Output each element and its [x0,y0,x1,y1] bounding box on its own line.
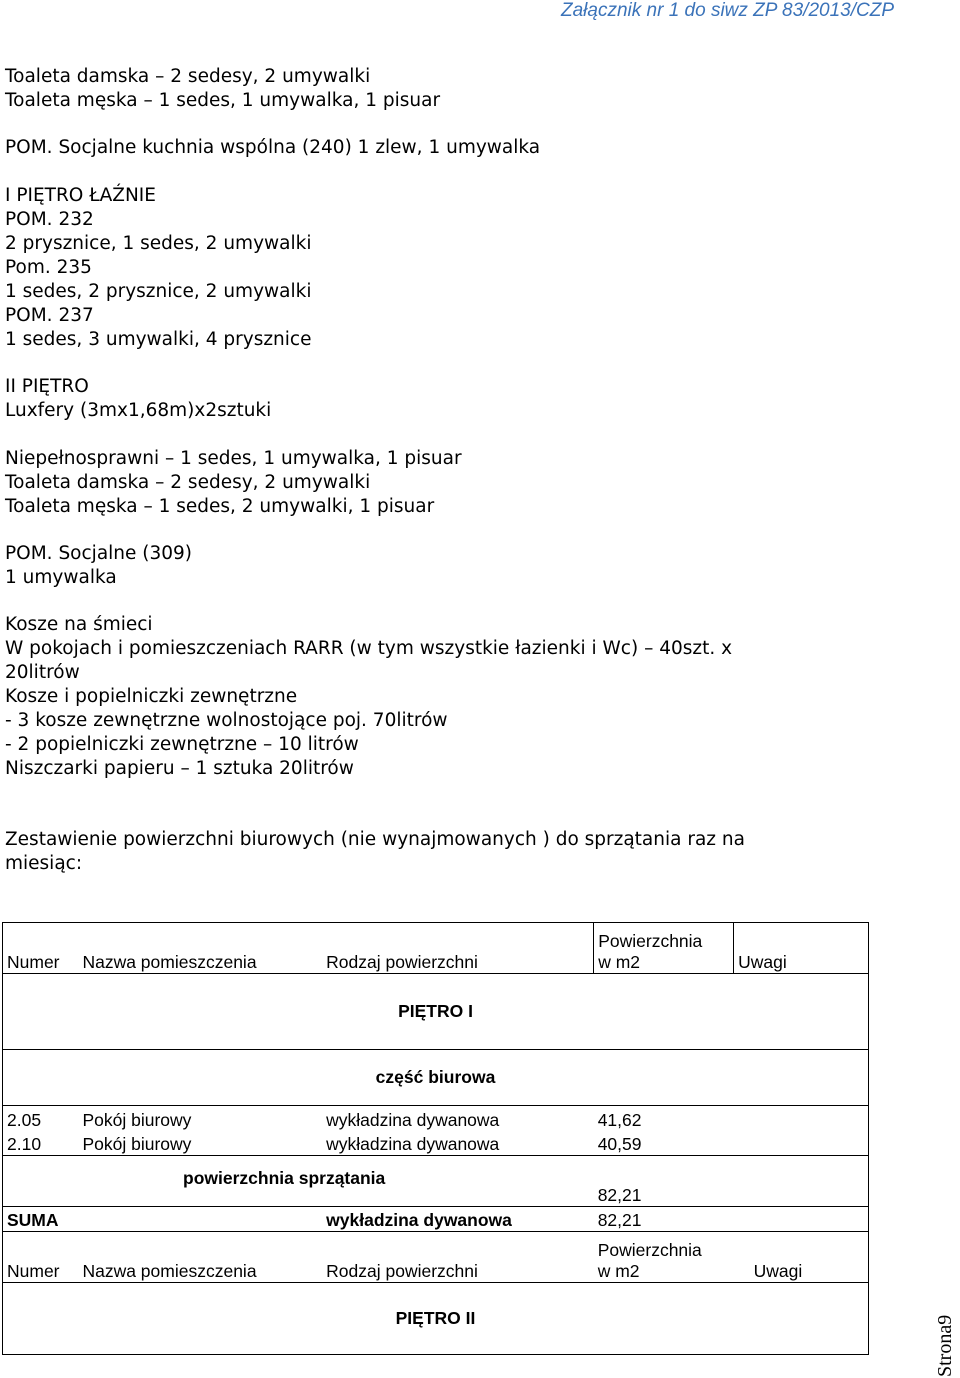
text-line: Toaleta męska – 1 sedes, 2 umywalki, 1 pisuar [5,496,435,517]
header-rodzaj: Rodzaj powierzchni [322,1232,594,1283]
text-line: W pokojach i pomieszczeniach RARR (w tym wszystkie łazienki i Wc) – 40szt. x [5,638,733,659]
row-powierzchnia: 41,62 [594,1106,734,1131]
header-powierzchnia [594,923,734,974]
row-numer: 2.10 [3,1131,79,1156]
sum-value: 82,21 [594,1207,734,1232]
page-number: Strona9 [934,1314,956,1377]
header-nazwa: Nazwa pomieszczenia [78,1232,322,1283]
header-powierzchnia [594,1232,734,1283]
text-line: POM. 232 [5,209,94,230]
table-header-row [3,923,869,974]
header-nazwa: Nazwa pomieszczenia [78,923,322,974]
text-line-justified [5,638,865,659]
row-numer: 2.05 [3,1106,79,1131]
text-line: POM. 237 [5,305,94,326]
header-powierzchnia-line2: w m2 [598,952,641,972]
floor-row [3,974,869,1050]
text-line: - 2 popielniczki zewnętrzne – 10 litrów [5,734,359,755]
header-rodzaj: Rodzaj powierzchni [322,923,594,974]
header-uwagi: Uwagi [734,923,869,974]
header-uwagi: Uwagi [734,1232,869,1283]
text-line: II PIĘTRO [5,376,89,397]
text-line: 1 sedes, 2 prysznice, 2 umywalki [5,281,312,302]
text-line: POM. Socjalne kuchnia wspólna (240) 1 zlew, 1 umywalka [5,137,541,158]
text-line: 20litrów [5,662,80,683]
text-line: Toaleta męska – 1 sedes, 1 umywalka, 1 pisuar [5,90,441,111]
area-row [3,1156,869,1207]
header-powierzchnia-line1: Powierzchnia [597,1240,702,1260]
table-row [3,1131,869,1156]
text-line: 1 umywalka [5,567,117,588]
floor-2-label: PIĘTRO II [3,1283,869,1355]
area-label: powierzchnia sprzątania [3,1156,594,1207]
sum-empty [734,1207,869,1232]
text-line: POM. Socjalne (309) [5,543,193,564]
sum-label: SUMA [3,1207,323,1232]
header-numer: Numer [3,923,79,974]
table-header-row [3,1232,869,1283]
sum-type: wykładzina dywanowa [322,1207,594,1232]
text-line: Kosze na śmieci [5,614,153,635]
document-header: Załącznik nr 1 do siwz ZP 83/2013/CZP [561,0,894,21]
floor-1-label: PIĘTRO I [3,974,869,1050]
text-line: Niszczarki papieru – 1 sztuka 20litrów [5,758,354,779]
row-uwagi [734,1131,869,1156]
header-powierzchnia-line2: w m2 [597,1261,640,1281]
section-row [3,1050,869,1106]
office-area-table [2,922,869,1355]
text-line: - 3 kosze zewnętrzne wolnostojące poj. 70litrów [5,710,448,731]
row-nazwa: Pokój biurowy [78,1131,322,1156]
header-numer: Numer [3,1232,79,1283]
row-rodzaj: wykładzina dywanowa [322,1131,594,1156]
text-line: 1 sedes, 3 umywalki, 4 prysznice [5,329,312,350]
text-line: miesiąc: [5,853,83,874]
text-line: Kosze i popielniczki zewnętrzne [5,686,298,707]
area-empty [734,1156,869,1207]
row-powierzchnia: 40,59 [594,1131,734,1156]
header-powierzchnia-line1: Powierzchnia [598,931,703,951]
text-line: Zestawienie powierzchni biurowych (nie wynajmowanych ) do sprzątania raz na [5,829,745,850]
text-line: Toaleta damska – 2 sedesy, 2 umywalki [5,66,371,87]
row-nazwa: Pokój biurowy [78,1106,322,1131]
area-value: 82,21 [594,1156,734,1207]
section-label: część biurowa [3,1050,869,1106]
text-line: 2 prysznice, 1 sedes, 2 umywalki [5,233,312,254]
floor-row [3,1283,869,1355]
text-line: I PIĘTRO ŁAŹNIE [5,185,156,206]
row-uwagi [734,1106,869,1131]
page-number-vertical [932,1305,958,1377]
text-line: Luxfery (3mx1,68m)x2sztuki [5,400,272,421]
table-row [3,1106,869,1131]
sum-row [3,1207,869,1232]
text-line: Pom. 235 [5,257,92,278]
text-line: Niepełnosprawni – 1 sedes, 1 umywalka, 1 pisuar [5,448,462,469]
text-line: Toaleta damska – 2 sedesy, 2 umywalki [5,472,371,493]
row-rodzaj: wykładzina dywanowa [322,1106,594,1131]
